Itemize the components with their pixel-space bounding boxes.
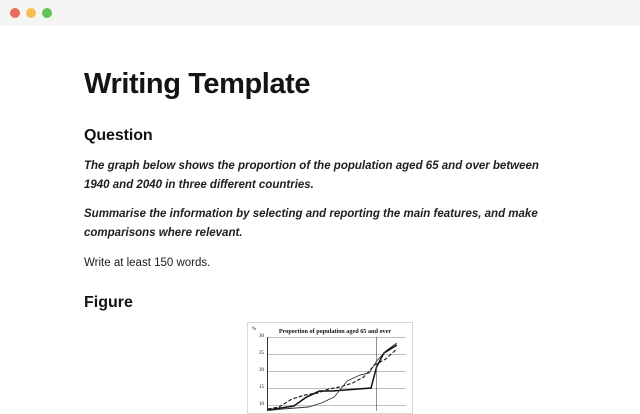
chart-ytick-30: 30 [259, 334, 264, 340]
chart-series-paths [268, 337, 406, 411]
question-prompt-line-2: Summarise the information by selecting and reporting the main features, and make comparisons where relevant. [84, 208, 538, 239]
figure-container [104, 322, 556, 414]
question-word-count-note: Write at least 150 words. [84, 256, 211, 269]
chart-ytick-15: 15 [259, 385, 264, 391]
window-titlebar [0, 0, 640, 26]
question-heading: Question [84, 127, 153, 144]
window-controls [10, 8, 52, 18]
chart-title: Proportion of population aged 65 and over [278, 328, 392, 336]
chart-lines [267, 337, 406, 411]
zoom-window-button[interactable] [42, 8, 52, 18]
document-content [0, 26, 640, 414]
close-window-button[interactable] [10, 8, 20, 18]
chart-ytick-20: 20 [259, 368, 264, 374]
chart-ytick-25: 25 [259, 351, 264, 357]
minimize-window-button[interactable] [26, 8, 36, 18]
question-prompt-line-1: The graph below shows the proportion of the population aged 65 and over between 1940 and 2040 in three different countries. [84, 160, 539, 191]
chart-y-axis-unit: % [252, 327, 257, 333]
chart-ytick-10: 10 [259, 402, 264, 408]
figure-heading: Figure [84, 294, 133, 312]
page-title: Writing Template [84, 68, 311, 100]
population-chart [247, 322, 413, 414]
